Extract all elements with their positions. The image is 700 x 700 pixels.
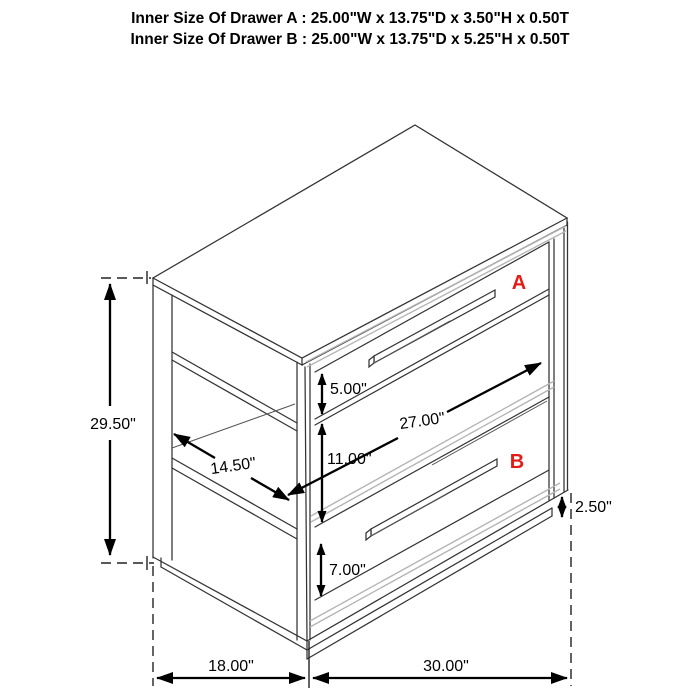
shelf-interior-edge	[172, 404, 295, 448]
drawer-b-size-text: Inner Size Of Drawer B : 25.00"W x 13.75"D x 5.25"H x 0.50T	[130, 31, 570, 48]
drawer-a-label: A	[511, 272, 527, 294]
dim-label-overall-depth: 18.00"	[208, 658, 254, 675]
bottom-lip-highlight	[310, 489, 560, 627]
dim-label-shelf-width: 27.00"	[398, 409, 447, 434]
bottom-lip-highlight	[310, 483, 560, 621]
dim-label-drawer-b-face-height: 7.00"	[329, 562, 366, 579]
dim-label-shelf-opening-height: 11.00"	[327, 451, 372, 468]
cabinet-base-plinth	[161, 508, 552, 659]
dim-shelf-width	[288, 363, 541, 495]
drawer-b-bottom-edge	[315, 470, 549, 600]
dim-overall-depth	[157, 658, 305, 678]
dim-label-shelf-depth: 14.50"	[209, 454, 258, 479]
dim-overall-height	[90, 284, 136, 555]
dim-base-height	[562, 497, 612, 517]
drawer-a-size-text: Inner Size Of Drawer A : 25.00"W x 13.75"D x 3.50"H x 0.50T	[131, 10, 569, 27]
dim-label-base-height: 2.50"	[575, 499, 612, 516]
cabinet-top-face	[153, 125, 567, 365]
dim-label-overall-height: 29.50"	[90, 416, 136, 433]
dim-label-overall-width: 30.00"	[423, 658, 469, 675]
dim-overall-width	[313, 658, 567, 678]
dim-shelf-depth	[174, 434, 289, 500]
dim-drawer-b-face-height	[321, 544, 366, 596]
drawer-b-label: B	[509, 451, 525, 473]
dim-label-drawer-a-face-height: 5.00"	[330, 381, 367, 398]
